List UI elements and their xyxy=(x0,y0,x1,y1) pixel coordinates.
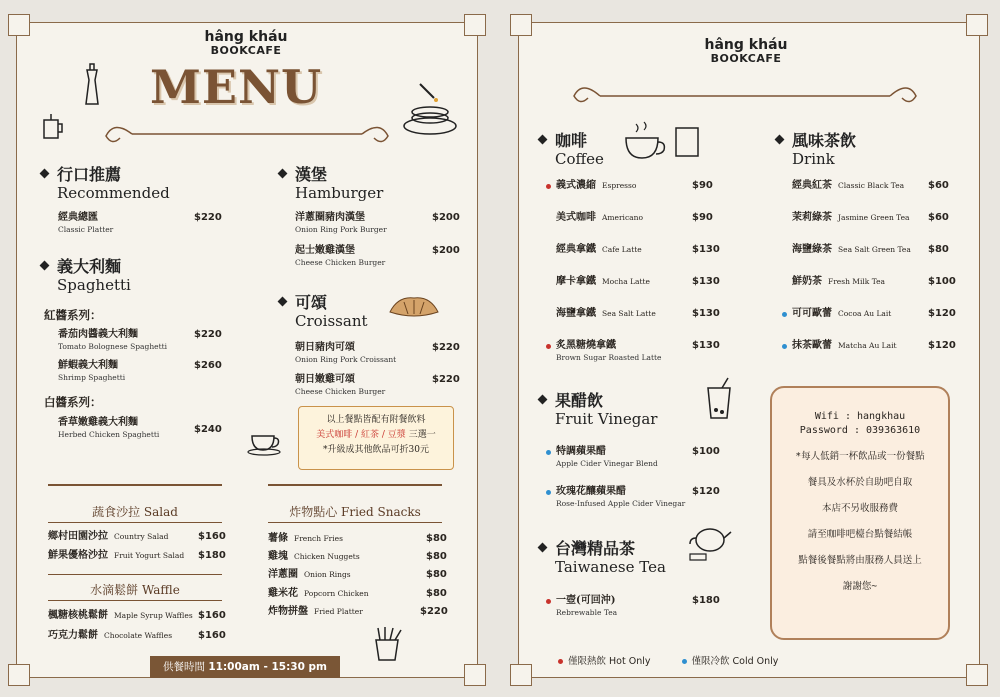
item-name-en: Classic Black Tea xyxy=(838,181,905,190)
item-name-en: Tomato Bolognese Spaghetti xyxy=(58,342,168,351)
item-price: $200 xyxy=(432,245,460,256)
item-price: $90 xyxy=(692,212,713,223)
divider xyxy=(48,574,222,575)
brand-line2: BOOKCAFE xyxy=(710,52,782,65)
house-rule: 點餐後餐點將由服務人員送上 xyxy=(798,555,922,566)
list-item xyxy=(48,610,193,622)
item-name: 經典紅茶 xyxy=(792,180,832,191)
item-name: 鮮果優格沙拉 xyxy=(48,550,108,561)
list-item xyxy=(556,308,656,320)
list-item xyxy=(556,340,662,364)
hot-dot-icon xyxy=(546,344,551,349)
wifi-name: Wifi : hangkhau xyxy=(814,411,906,422)
brand-logo xyxy=(186,30,306,58)
section-title-en: Croissant xyxy=(295,312,368,330)
cold-dot-icon xyxy=(782,312,787,317)
item-price: $90 xyxy=(692,180,713,191)
section-coffee xyxy=(555,132,604,168)
list-item xyxy=(792,180,904,192)
flourish-ornament xyxy=(102,122,392,152)
section-title-en: Hamburger xyxy=(295,184,384,202)
coffee-press-icon xyxy=(40,114,64,142)
item-name: 番茄肉醬義大利麵 xyxy=(58,329,138,340)
house-rule: *每人低銷一杯飲品或一份餐點 xyxy=(795,451,925,462)
section-drink xyxy=(792,132,856,168)
item-name-en: Shrimp Spaghetti xyxy=(58,373,126,382)
item-name-en: Cheese Chicken Burger xyxy=(295,387,386,396)
note-line3: *升級成其他飲品可折30元 xyxy=(323,445,429,455)
house-rule: 本店不另收服務費 xyxy=(821,503,898,514)
item-price: $100 xyxy=(692,446,720,457)
cold-dot-icon xyxy=(546,450,551,455)
item-name: 摩卡拿鐵 xyxy=(556,276,596,287)
item-price: $80 xyxy=(928,244,949,255)
list-item xyxy=(268,569,351,581)
brand-line1: hâng kháu xyxy=(204,29,288,45)
item-name-en: Rose-Infused Apple Cider Vinegar xyxy=(556,499,686,508)
item-name-en: Cocoa Au Lait xyxy=(838,309,892,318)
section-title-zh: 可頌 xyxy=(295,293,328,312)
item-name-en: Fruit Yogurt Salad xyxy=(114,551,185,560)
item-price: $120 xyxy=(692,486,720,497)
item-name: 薯條 xyxy=(268,533,288,544)
temperature-legend xyxy=(558,653,806,667)
legend-cold xyxy=(682,656,793,667)
item-name: 鮮奶茶 xyxy=(792,276,822,287)
list-item xyxy=(58,212,113,236)
item-price: $220 xyxy=(432,374,460,385)
cold-drink-icon xyxy=(704,378,738,422)
item-name: 海鹽拿鐵 xyxy=(556,308,596,319)
item-name-en: Country Salad xyxy=(114,532,169,541)
note-drink-options: 美式咖啡 / 紅茶 / 豆漿 xyxy=(316,430,406,440)
corner-ornament xyxy=(510,14,532,36)
item-price: $80 xyxy=(426,569,447,580)
item-name-en: Sea Salt Latte xyxy=(602,309,656,318)
item-price: $80 xyxy=(426,588,447,599)
item-name: 楓糖核桃鬆餅 xyxy=(48,610,108,621)
list-item xyxy=(268,606,363,618)
section-hamburger xyxy=(295,166,383,202)
list-item xyxy=(556,595,617,619)
section-title-zh: 咖啡 xyxy=(555,131,588,150)
list-item xyxy=(58,417,159,441)
wifi-password: Password : 039363610 xyxy=(799,425,921,436)
item-name: 巧克力鬆餅 xyxy=(48,630,98,641)
list-item xyxy=(58,329,167,353)
serving-hours-bar xyxy=(150,656,340,678)
item-name-en: Onion Ring Pork Burger xyxy=(295,225,387,234)
section-recommended xyxy=(57,166,170,202)
menu-title: MENU xyxy=(150,60,323,114)
item-price: $220 xyxy=(194,329,222,340)
item-price: $180 xyxy=(692,595,720,606)
section-taiwanese-tea xyxy=(555,540,666,576)
list-item xyxy=(556,276,650,288)
item-price: $180 xyxy=(198,550,226,561)
item-name-en: Onion Ring Pork Croissant xyxy=(295,355,397,364)
list-item xyxy=(556,180,636,192)
item-name: 茉莉綠茶 xyxy=(792,212,832,223)
list-item xyxy=(792,212,910,224)
section-fruit-vinegar xyxy=(555,392,657,428)
section-title-en: Taiwanese Tea xyxy=(555,558,666,576)
item-name: 經典總匯 xyxy=(58,212,98,223)
brand-logo xyxy=(686,38,806,66)
item-price: $130 xyxy=(692,276,720,287)
flourish-ornament xyxy=(570,76,920,110)
section-title-zh: 果醋飲 xyxy=(555,391,604,410)
item-name-en: Chocolate Waffles xyxy=(104,631,173,640)
item-price: $80 xyxy=(426,533,447,544)
list-item xyxy=(268,533,343,545)
item-price: $220 xyxy=(420,606,448,617)
item-name: 起士嫩雞漢堡 xyxy=(295,245,355,256)
item-price: $60 xyxy=(928,180,949,191)
item-name-en: Fried Platter xyxy=(314,607,363,616)
item-name: 雞米花 xyxy=(268,588,298,599)
item-price: $240 xyxy=(194,424,222,435)
divider xyxy=(268,484,442,486)
hours-time: 11:00am - 15:30 pm xyxy=(208,661,327,673)
wifi-info-box xyxy=(770,386,950,640)
hours-label: 供餐時間 xyxy=(163,661,205,673)
white-sauce-label: 白醬系列： xyxy=(44,395,102,409)
legend-cold-label: 僅限冷飲 Cold Only xyxy=(691,656,779,667)
item-name-en: Fresh Milk Tea xyxy=(828,277,886,286)
item-name-en: Matcha Au Lait xyxy=(838,341,897,350)
teapot-icon xyxy=(688,518,732,562)
side-drink-note xyxy=(298,406,454,470)
hot-dot-icon xyxy=(546,184,551,189)
item-name: 玫瑰花釀蘋果醋 xyxy=(556,486,626,497)
hot-dot-icon xyxy=(558,659,563,664)
section-title-en: Recommended xyxy=(57,184,170,202)
item-name-en: Espresso xyxy=(602,181,637,190)
item-name-en: French Fries xyxy=(294,534,343,543)
item-name: 經典拿鐵 xyxy=(556,244,596,255)
pepper-mill-icon xyxy=(80,62,104,110)
item-name-en: Popcorn Chicken xyxy=(304,589,369,598)
item-name-en: Mocha Latte xyxy=(602,277,650,286)
divider xyxy=(48,484,222,486)
section-title-zh: 台灣精品茶 xyxy=(555,539,636,558)
list-item xyxy=(48,630,172,642)
list-item xyxy=(48,531,168,543)
item-name-en: Rebrewable Tea xyxy=(556,608,618,617)
divider xyxy=(48,600,222,601)
list-item xyxy=(792,276,885,288)
house-rule: 餐具及水杯於自助吧自取 xyxy=(807,477,913,488)
section-spaghetti xyxy=(57,258,131,294)
section-title-en: Fruit Vinegar xyxy=(555,410,658,428)
hot-dot-icon xyxy=(546,599,551,604)
red-sauce-label: 紅醬系列： xyxy=(44,308,102,322)
cold-dot-icon xyxy=(682,659,687,664)
item-name: 抹茶歐蕾 xyxy=(792,340,832,351)
pancake-icon xyxy=(400,80,460,138)
coffee-cup-icon xyxy=(246,428,292,460)
item-price: $80 xyxy=(426,551,447,562)
cold-dot-icon xyxy=(546,490,551,495)
section-title-en: Coffee xyxy=(555,150,604,168)
item-name: 炙黑糖燒拿鐵 xyxy=(556,340,616,351)
item-name: 洋蔥圈豬肉漢堡 xyxy=(295,212,365,223)
item-name-en: Jasmine Green Tea xyxy=(838,213,910,222)
corner-ornament xyxy=(464,664,486,686)
item-price: $260 xyxy=(194,360,222,371)
coffee-cup-icon xyxy=(620,118,704,164)
item-name: 洋蔥圈 xyxy=(268,569,298,580)
item-name: 可可歐蕾 xyxy=(792,308,832,319)
list-item xyxy=(295,245,385,269)
section-snacks-title: 炸物點心 Fried Snacks xyxy=(289,505,421,519)
item-name-en: Classic Platter xyxy=(58,225,114,234)
item-name: 鄉村田園沙拉 xyxy=(48,531,108,542)
section-title-zh: 風味茶飲 xyxy=(792,131,857,150)
list-item xyxy=(792,244,911,256)
section-title-zh: 義大利麵 xyxy=(57,257,122,276)
item-name: 海鹽綠茶 xyxy=(792,244,832,255)
corner-ornament xyxy=(8,14,30,36)
list-item xyxy=(556,446,658,470)
brand-line2: BOOKCAFE xyxy=(210,44,282,57)
item-name: 義式濃縮 xyxy=(556,180,596,191)
item-name: 朝日嫩雞可頌 xyxy=(295,374,355,385)
corner-ornament xyxy=(966,664,988,686)
list-item xyxy=(268,588,369,600)
item-name: 鮮蝦義大利麵 xyxy=(58,360,118,371)
divider xyxy=(48,522,222,523)
list-item xyxy=(295,374,385,398)
item-name: 美式咖啡 xyxy=(556,212,596,223)
legend-hot-label: 僅限熱飲 Hot Only xyxy=(568,656,651,667)
brand-line1: hâng kháu xyxy=(704,37,788,53)
item-price: $220 xyxy=(194,212,222,223)
corner-ornament xyxy=(966,14,988,36)
item-price: $160 xyxy=(198,610,226,621)
section-croissant xyxy=(295,294,368,330)
section-title-zh: 漢堡 xyxy=(295,165,328,184)
list-item xyxy=(792,340,897,352)
list-item xyxy=(58,360,125,384)
section-title-en: Spaghetti xyxy=(57,276,131,294)
note-line1: 以上餐點皆配有附餐飲料 xyxy=(326,415,426,425)
section-title-zh: 行口推薦 xyxy=(57,165,122,184)
item-price: $130 xyxy=(692,340,720,351)
item-price: $220 xyxy=(432,342,460,353)
list-item xyxy=(556,212,643,224)
list-item xyxy=(556,486,685,510)
item-name-en: Onion Rings xyxy=(304,570,351,579)
legend-hot xyxy=(558,656,664,667)
item-name-en: Maple Syrup Waffles xyxy=(114,611,193,620)
item-name: 特調蘋果醋 xyxy=(556,446,606,457)
item-name: 炸物拼盤 xyxy=(268,606,308,617)
house-rule: 謝謝您~ xyxy=(842,581,878,592)
list-item xyxy=(792,308,891,320)
item-name: 朝日豬肉可頌 xyxy=(295,342,355,353)
item-price: $60 xyxy=(928,212,949,223)
corner-ornament xyxy=(8,664,30,686)
list-item xyxy=(556,244,642,256)
item-price: $120 xyxy=(928,308,956,319)
croissant-icon xyxy=(388,296,440,320)
section-waffle-title: 水滴鬆餅 Waffle xyxy=(90,583,180,597)
corner-ornament xyxy=(464,14,486,36)
item-name: 一壺(可回沖) xyxy=(556,595,616,606)
item-name-en: Americano xyxy=(602,213,643,222)
house-rule: 請至咖啡吧檯台點餐結帳 xyxy=(807,529,913,540)
item-price: $130 xyxy=(692,244,720,255)
item-name-en: Chicken Nuggets xyxy=(294,552,360,561)
list-item xyxy=(268,551,360,563)
item-name-en: Cafe Latte xyxy=(602,245,642,254)
item-price: $130 xyxy=(692,308,720,319)
cold-dot-icon xyxy=(782,344,787,349)
item-name-en: Brown Sugar Roasted Latte xyxy=(556,353,662,362)
item-price: $100 xyxy=(928,276,956,287)
item-price: $160 xyxy=(198,630,226,641)
divider xyxy=(268,522,442,523)
section-title-en: Drink xyxy=(792,150,835,168)
list-item xyxy=(48,550,184,562)
fries-icon xyxy=(372,626,406,662)
section-salad-title: 蔬食沙拉 Salad xyxy=(92,505,178,519)
item-price: $160 xyxy=(198,531,226,542)
item-name: 雞塊 xyxy=(268,551,288,562)
item-name-en: Sea Salt Green Tea xyxy=(838,245,911,254)
corner-ornament xyxy=(510,664,532,686)
item-name: 香草嫩雞義大利麵 xyxy=(58,417,138,428)
item-price: $120 xyxy=(928,340,956,351)
list-item xyxy=(295,342,396,366)
item-price: $200 xyxy=(432,212,460,223)
item-name-en: Herbed Chicken Spaghetti xyxy=(58,430,160,439)
item-name-en: Apple Cider Vinegar Blend xyxy=(556,459,658,468)
item-name-en: Cheese Chicken Burger xyxy=(295,258,386,267)
note-choose-one: 三選一 xyxy=(408,430,436,440)
list-item xyxy=(295,212,387,236)
